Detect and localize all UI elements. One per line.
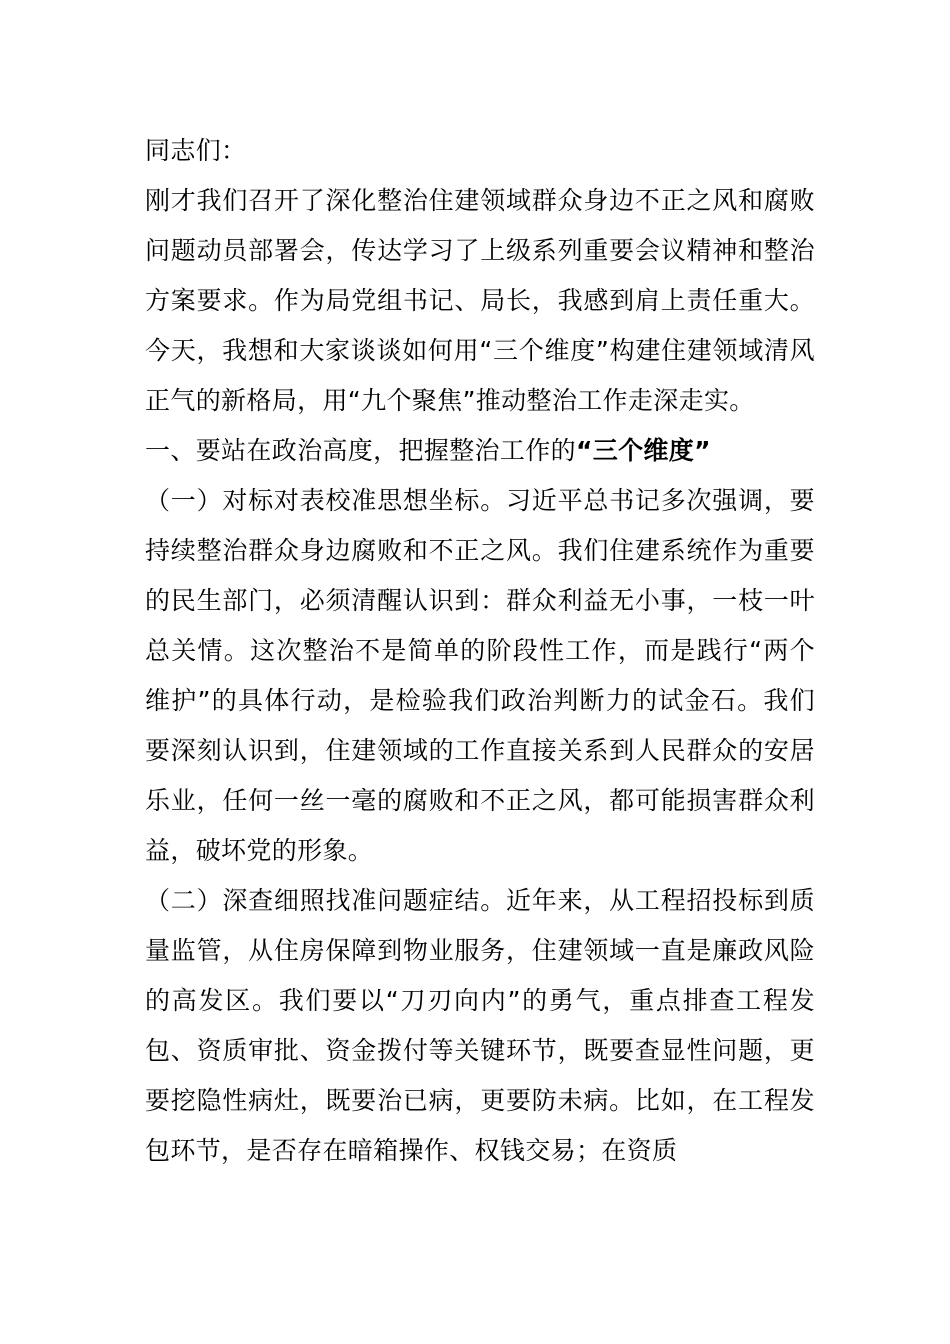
section-one-heading-quote: “三个维度”	[575, 436, 711, 465]
subsection-one-paragraph: （一）对标对表校准思想坐标。习近平总书记多次强调，要持续整治群众身边腐败和不正之风。我们住建系统作为重要的民生部门，必须清醒认识到：群众利益无小事，一枝一叶总关情。这次整治不是简单的阶段性工作，而是践行“两个维护”的具体行动，是检验我们政治判断力的试金石。我们要深刻认识到，住建领域的工作直接关系到人民群众的安居乐业，任何一丝一毫的腐败和不正之风，都可能损害群众利益，破坏党的形象。	[145, 486, 815, 865]
document-body	[145, 126, 815, 1176]
section-one-heading	[145, 426, 815, 476]
subsection-two-paragraph: （二）深查细照找准问题症结。近年来，从工程招投标到质量监管，从住房保障到物业服务，住建领域一直是廉政风险的高发区。我们要以“刀刃向内”的勇气，重点排查工程发包、资质审批、资金拨付等关键环节，既要查显性问题，更要挖隐性病灶，既要治已病，更要防未病。比如，在工程发包环节，是否存在暗箱操作、权钱交易；在资质	[145, 886, 815, 1165]
section-one-heading-text: 一、要站在政治高度，把握整治工作的	[145, 436, 576, 465]
salutation: 同志们：	[145, 136, 247, 165]
intro-paragraph: 刚才我们召开了深化整治住建领域群众身边不正之风和腐败问题动员部署会，传达学习了上级系列重要会议精神和整治方案要求。作为局党组书记、局长，我感到肩上责任重大。今天，我想和大家谈谈如何用“三个维度”构建住建领域清风正气的新格局，用“九个聚焦”推动整治工作走深走实。	[145, 186, 815, 415]
